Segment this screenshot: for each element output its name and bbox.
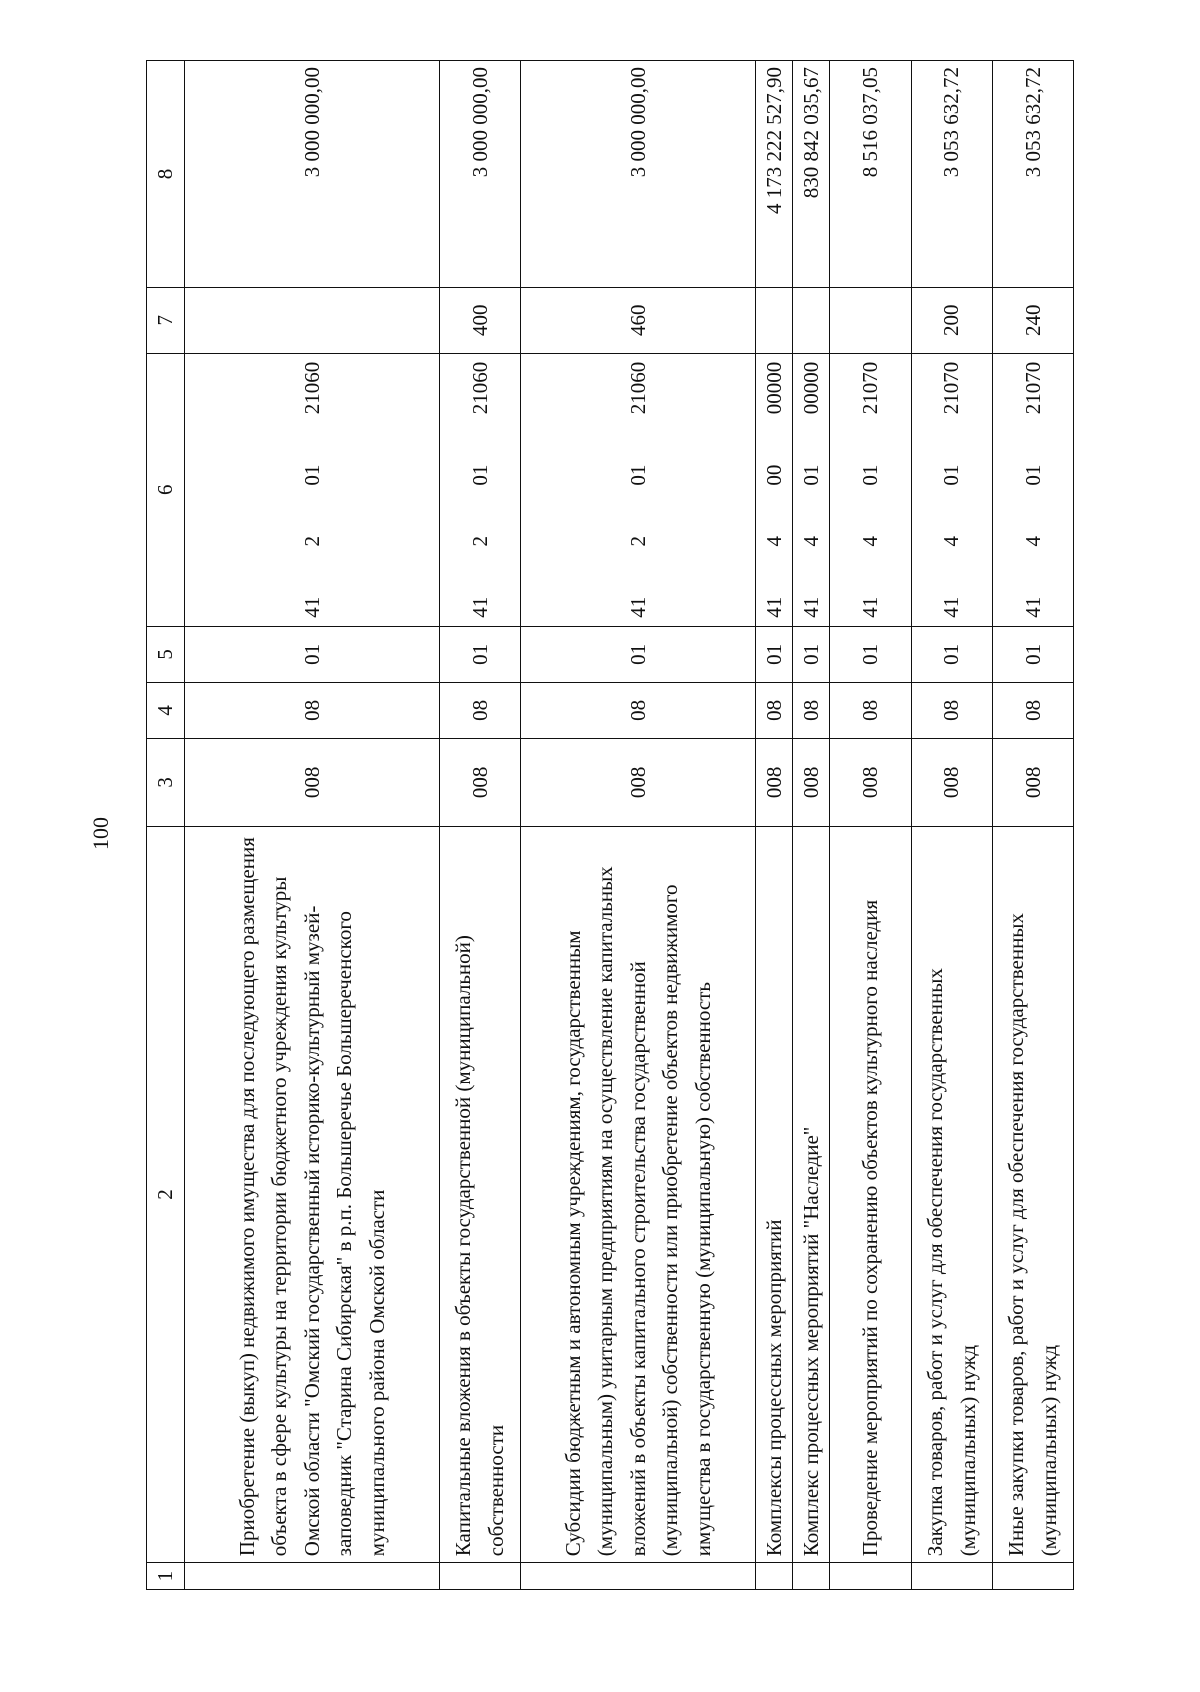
row-expense-type-cell: 240 bbox=[992, 287, 1073, 353]
row-section-cell: 08 bbox=[992, 682, 1073, 738]
row-target-article-cell bbox=[911, 353, 992, 626]
row-name-cell: Комплексы процессных мероприятий bbox=[755, 826, 792, 1562]
table-row bbox=[992, 61, 1073, 1590]
table-row bbox=[755, 61, 792, 1590]
row-section-cell: 08 bbox=[755, 682, 792, 738]
target-article-part: 41 bbox=[1020, 596, 1045, 618]
row-section-cell: 08 bbox=[793, 682, 830, 738]
row-index-cell bbox=[521, 1563, 756, 1590]
target-article-part: 01 bbox=[799, 464, 823, 486]
row-target-article-cell bbox=[830, 353, 911, 626]
row-name-cell: Капитальные вложения в объекты государственной (муниципальной) собственности bbox=[439, 826, 520, 1562]
target-article-part: 4 bbox=[1020, 535, 1045, 547]
row-target-article-cell bbox=[185, 353, 440, 626]
target-article-part: 41 bbox=[467, 596, 492, 618]
target-article-part: 01 bbox=[1020, 464, 1045, 486]
target-article-part: 21060 bbox=[625, 361, 650, 415]
target-article-part: 4 bbox=[858, 535, 883, 547]
target-article-code bbox=[1017, 360, 1050, 620]
target-article-part: 4 bbox=[799, 535, 823, 547]
table-row bbox=[911, 61, 992, 1590]
row-expense-type-cell bbox=[755, 287, 792, 353]
row-amount-cell: 3 053 632,72 bbox=[992, 61, 1073, 288]
row-name-cell: Приобретение (выкуп) недвижимого имущества для последующего размещения объекта в сфере культуры на территории бюджетного учреждения культуры Омской области "Омский государственный историко-культурный музей-заповедник "Старина Сибирская" в р.п. Большеречье Большереченского муниципального района Омской области bbox=[185, 826, 440, 1562]
target-article-part: 21070 bbox=[939, 361, 964, 415]
row-section-cell: 08 bbox=[911, 682, 992, 738]
row-subsection-cell: 01 bbox=[185, 626, 440, 682]
row-amount-cell: 4 173 222 527,90 bbox=[755, 61, 792, 288]
row-subsection-cell: 01 bbox=[911, 626, 992, 682]
row-subsection-cell: 01 bbox=[830, 626, 911, 682]
target-article-part: 2 bbox=[467, 535, 492, 547]
row-admin-code-cell: 008 bbox=[521, 738, 756, 826]
row-expense-type-cell: 460 bbox=[521, 287, 756, 353]
row-name-cell: Иные закупки товаров, работ и услуг для обеспечения государственных (муниципальных) нужд bbox=[992, 826, 1073, 1562]
row-amount-cell: 3 000 000,00 bbox=[439, 61, 520, 288]
row-index-cell bbox=[911, 1563, 992, 1590]
header-cell: 1 bbox=[147, 1563, 185, 1590]
row-subsection-cell: 01 bbox=[755, 626, 792, 682]
target-article-part: 41 bbox=[299, 596, 324, 618]
row-amount-cell: 3 053 632,72 bbox=[911, 61, 992, 288]
target-article-code bbox=[758, 360, 791, 620]
budget-table bbox=[146, 60, 1074, 1590]
rotated-table-container bbox=[146, 60, 1074, 1590]
row-section-cell: 08 bbox=[830, 682, 911, 738]
target-article-code bbox=[854, 360, 887, 620]
row-subsection-cell: 01 bbox=[521, 626, 756, 682]
table-row bbox=[793, 61, 830, 1590]
header-cell: 4 bbox=[147, 682, 185, 738]
target-article-part: 00000 bbox=[761, 361, 786, 415]
row-index-cell bbox=[185, 1563, 440, 1590]
target-article-part: 01 bbox=[299, 464, 324, 486]
row-target-article-cell bbox=[755, 353, 792, 626]
target-article-code bbox=[464, 360, 497, 620]
row-name-cell: Субсидии бюджетным и автономным учреждениям, государственным (муниципальным) унитарным предприятиям на осуществление капитальных вложений в объекты капитального строительства государственной (муниципальной) собственности или приобретение объектов недвижимого имущества в государственную (муниципальную) собственность bbox=[521, 826, 756, 1562]
table-row bbox=[830, 61, 911, 1590]
row-amount-cell: 8 516 037,05 bbox=[830, 61, 911, 288]
table-row bbox=[185, 61, 440, 1590]
row-expense-type-cell: 400 bbox=[439, 287, 520, 353]
row-admin-code-cell: 008 bbox=[830, 738, 911, 826]
row-index-cell bbox=[793, 1563, 830, 1590]
header-cell: 8 bbox=[147, 61, 185, 288]
row-admin-code-cell: 008 bbox=[755, 738, 792, 826]
target-article-part: 21070 bbox=[1020, 361, 1045, 415]
target-article-part: 4 bbox=[761, 535, 786, 547]
header-cell: 3 bbox=[147, 738, 185, 826]
row-name-cell: Комплекс процессных мероприятий "Наследие" bbox=[793, 826, 830, 1562]
target-article-part: 2 bbox=[625, 535, 650, 547]
row-name-cell: Закупка товаров, работ и услуг для обеспечения государственных (муниципальных) нужд bbox=[911, 826, 992, 1562]
target-article-part: 4 bbox=[939, 535, 964, 547]
header-cell: 7 bbox=[147, 287, 185, 353]
row-amount-cell: 3 000 000,00 bbox=[521, 61, 756, 288]
target-article-part: 00 bbox=[761, 464, 786, 486]
row-section-cell: 08 bbox=[439, 682, 520, 738]
row-section-cell: 08 bbox=[185, 682, 440, 738]
row-subsection-cell: 01 bbox=[439, 626, 520, 682]
row-expense-type-cell: 200 bbox=[911, 287, 992, 353]
table-header-row bbox=[147, 61, 185, 1590]
target-article-part: 21060 bbox=[467, 361, 492, 415]
target-article-part: 01 bbox=[858, 464, 883, 486]
page-number: 100 bbox=[88, 817, 113, 850]
row-expense-type-cell bbox=[185, 287, 440, 353]
row-subsection-cell: 01 bbox=[992, 626, 1073, 682]
target-article-code bbox=[795, 360, 828, 620]
row-amount-cell: 3 000 000,00 bbox=[185, 61, 440, 288]
row-section-cell: 08 bbox=[521, 682, 756, 738]
row-admin-code-cell: 008 bbox=[439, 738, 520, 826]
header-cell: 5 bbox=[147, 626, 185, 682]
target-article-part: 41 bbox=[761, 596, 786, 618]
row-target-article-cell bbox=[521, 353, 756, 626]
target-article-part: 01 bbox=[625, 464, 650, 486]
row-target-article-cell bbox=[793, 353, 830, 626]
target-article-code bbox=[296, 360, 329, 620]
row-expense-type-cell bbox=[830, 287, 911, 353]
target-article-part: 21060 bbox=[299, 361, 324, 415]
target-article-part: 41 bbox=[625, 596, 650, 618]
target-article-part: 41 bbox=[939, 596, 964, 618]
header-cell: 2 bbox=[147, 826, 185, 1562]
row-amount-cell: 830 842 035,67 bbox=[793, 61, 830, 288]
header-cell: 6 bbox=[147, 353, 185, 626]
target-article-part: 41 bbox=[799, 596, 823, 618]
target-article-part: 2 bbox=[299, 535, 324, 547]
target-article-part: 01 bbox=[467, 464, 492, 486]
table-row bbox=[439, 61, 520, 1590]
target-article-part: 00000 bbox=[799, 361, 823, 415]
row-admin-code-cell: 008 bbox=[185, 738, 440, 826]
row-target-article-cell bbox=[439, 353, 520, 626]
budget-table-body bbox=[147, 61, 1074, 1590]
row-admin-code-cell: 008 bbox=[793, 738, 830, 826]
row-admin-code-cell: 008 bbox=[911, 738, 992, 826]
target-article-part: 41 bbox=[858, 596, 883, 618]
target-article-code bbox=[622, 360, 655, 620]
target-article-part: 01 bbox=[939, 464, 964, 486]
row-subsection-cell: 01 bbox=[793, 626, 830, 682]
row-expense-type-cell bbox=[793, 287, 830, 353]
target-article-code bbox=[935, 360, 968, 620]
row-index-cell bbox=[992, 1563, 1073, 1590]
row-target-article-cell bbox=[992, 353, 1073, 626]
row-index-cell bbox=[830, 1563, 911, 1590]
table-row bbox=[521, 61, 756, 1590]
target-article-part: 21070 bbox=[858, 361, 883, 415]
row-index-cell bbox=[755, 1563, 792, 1590]
row-admin-code-cell: 008 bbox=[992, 738, 1073, 826]
row-index-cell bbox=[439, 1563, 520, 1590]
row-name-cell: Проведение мероприятий по сохранению объектов культурного наследия bbox=[830, 826, 911, 1562]
